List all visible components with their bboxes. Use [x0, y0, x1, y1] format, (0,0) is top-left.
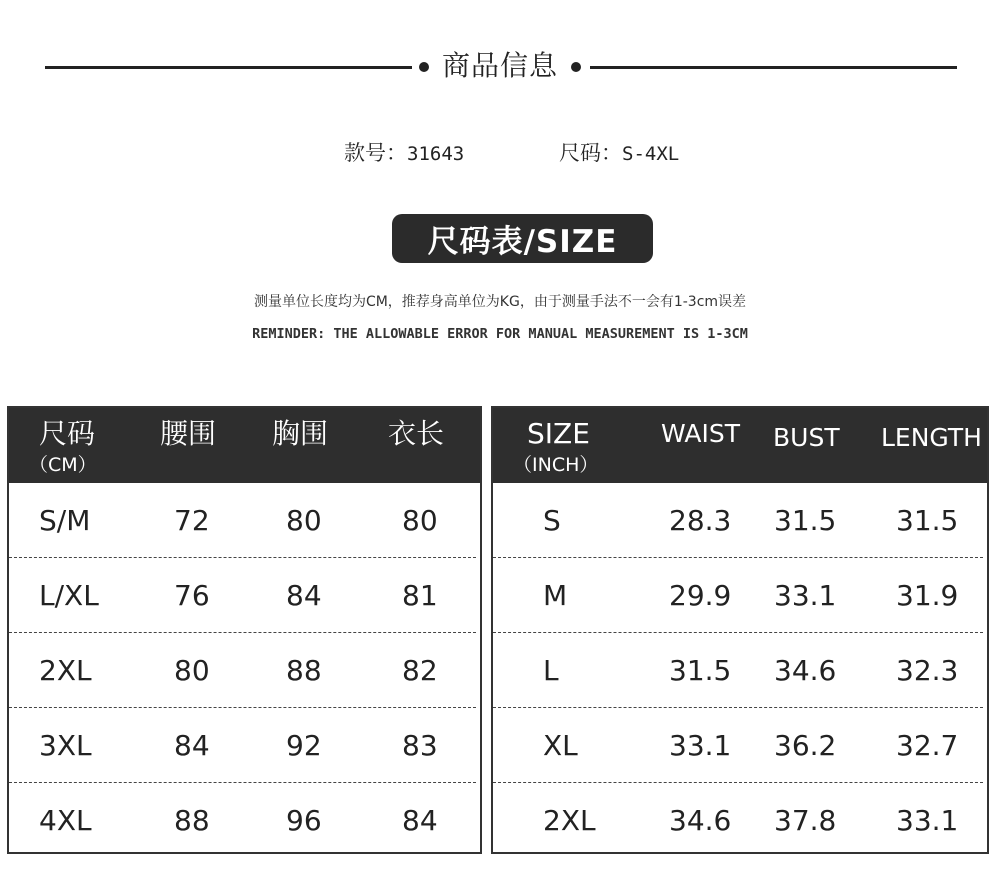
cell-length: 33.1: [896, 804, 959, 837]
header-dot-left: [419, 62, 429, 72]
cell-size: XL: [543, 729, 578, 762]
header-dot-right: [571, 62, 581, 72]
column-header-unit: （INCH）: [513, 454, 599, 476]
measurement-note-en: REMINDER: THE ALLOWABLE ERROR FOR MANUAL MEASUREMENT IS 1-3CM: [252, 326, 748, 342]
size-table-inch: [491, 406, 989, 854]
table-row: [493, 633, 987, 708]
column-header-length: 衣长: [388, 417, 445, 450]
table-row: [9, 783, 480, 858]
cell-length: 32.3: [896, 654, 959, 687]
cell-waist: 80: [174, 654, 210, 687]
column-header-length: LENGTH: [881, 423, 982, 452]
cell-waist: 72: [174, 504, 210, 537]
size-range-value: S-4XL: [622, 143, 680, 165]
column-header-size: SIZE: [527, 417, 590, 450]
cell-size: L/XL: [39, 579, 99, 612]
cell-length: 31.5: [896, 504, 959, 537]
table-row: [493, 483, 987, 558]
cell-waist: 84: [174, 729, 210, 762]
table-row: [493, 783, 987, 858]
table-header: [493, 408, 987, 483]
cell-waist: 29.9: [669, 579, 732, 612]
cell-bust: 34.6: [774, 654, 837, 687]
cell-waist: 33.1: [669, 729, 732, 762]
cell-waist: 76: [174, 579, 210, 612]
cell-size: S/M: [39, 504, 91, 537]
column-header-unit: （CM）: [29, 454, 97, 476]
cell-bust: 37.8: [774, 804, 837, 837]
cell-size: S: [543, 504, 561, 537]
size-range-label: 尺码：: [559, 141, 622, 165]
column-header-bust: 胸围: [272, 417, 329, 450]
table-row: [9, 483, 480, 558]
style-number-value: 31643: [407, 143, 465, 165]
cell-length: 31.9: [896, 579, 959, 612]
cell-size: 4XL: [39, 804, 92, 837]
cell-size: 2XL: [543, 804, 596, 837]
column-header-waist: WAIST: [661, 419, 740, 448]
cell-bust: 80: [286, 504, 322, 537]
size-range: [559, 138, 679, 169]
cell-bust: 33.1: [774, 579, 837, 612]
cell-length: 84: [402, 804, 438, 837]
measurement-note-cn: 测量单位长度均为CM，推荐身高单位为KG，由于测量手法不一会有1-3cm误差: [253, 294, 747, 310]
style-number: [344, 138, 464, 169]
cell-size: 2XL: [39, 654, 92, 687]
table-row: [9, 708, 480, 783]
table-row: [493, 708, 987, 783]
cell-size: 3XL: [39, 729, 92, 762]
cell-waist: 34.6: [669, 804, 732, 837]
cell-bust: 88: [286, 654, 322, 687]
size-table-cm: [7, 406, 482, 854]
cell-waist: 31.5: [669, 654, 732, 687]
cell-length: 80: [402, 504, 438, 537]
header-divider-left: [45, 66, 412, 69]
cell-bust: 31.5: [774, 504, 837, 537]
section-title: 商品信息: [441, 49, 558, 82]
style-number-label: 款号：: [344, 141, 407, 165]
header-divider-right: [590, 66, 957, 69]
cell-bust: 96: [286, 804, 322, 837]
cell-size: M: [543, 579, 568, 612]
cell-length: 32.7: [896, 729, 959, 762]
table-row: [9, 633, 480, 708]
cell-bust: 84: [286, 579, 322, 612]
column-header-size: 尺码: [39, 417, 96, 450]
cell-length: 82: [402, 654, 438, 687]
cell-waist: 88: [174, 804, 210, 837]
table-header: [9, 408, 480, 483]
table-row: [493, 558, 987, 633]
cell-bust: 92: [286, 729, 322, 762]
cell-length: 83: [402, 729, 438, 762]
table-row: [9, 558, 480, 633]
cell-bust: 36.2: [774, 729, 837, 762]
cell-size: L: [543, 654, 559, 687]
size-chart-badge: 尺码表/SIZE: [392, 214, 653, 263]
cell-waist: 28.3: [669, 504, 732, 537]
column-header-bust: BUST: [773, 423, 840, 452]
cell-length: 81: [402, 579, 438, 612]
column-header-waist: 腰围: [160, 417, 217, 450]
